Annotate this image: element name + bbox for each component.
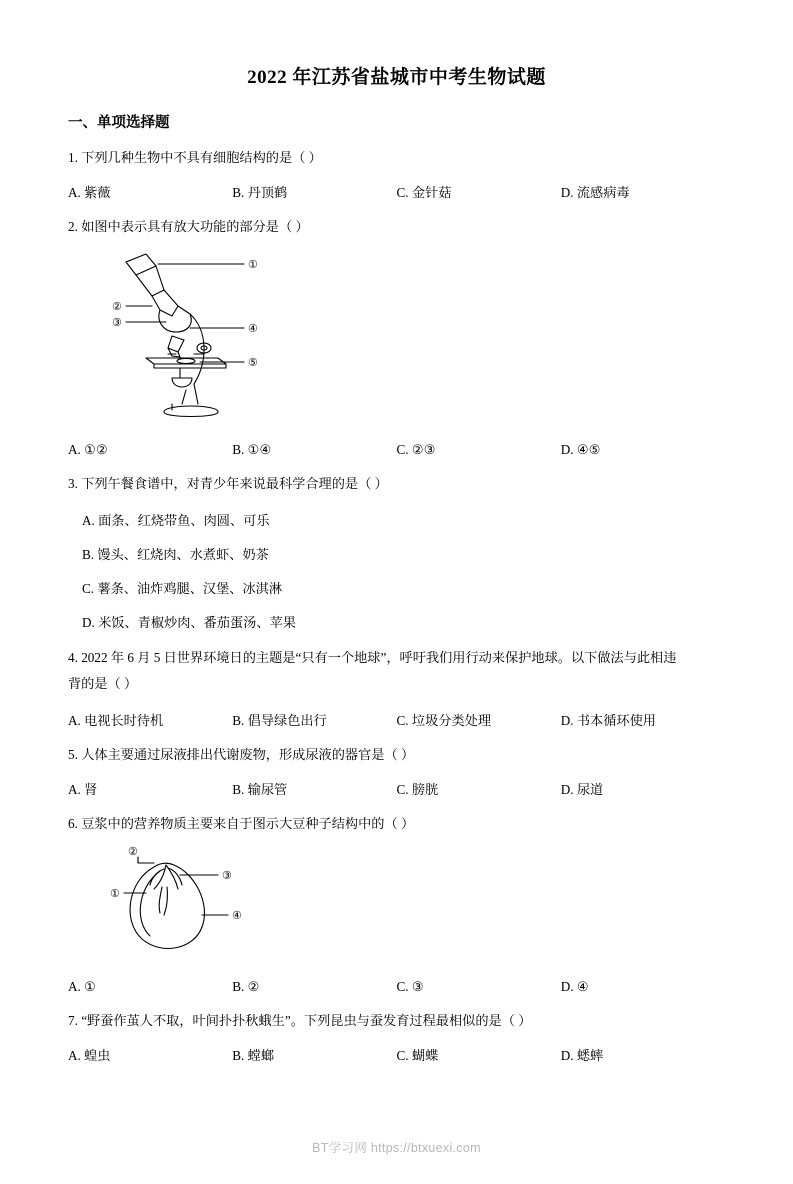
option-B[interactable]: B. 螳螂 xyxy=(232,1048,275,1064)
figure-label-5: ⑤ xyxy=(248,357,258,370)
option-D[interactable]: D. 米饭、青椒炒肉、番茄蛋汤、苹果 xyxy=(82,615,296,631)
figure-label-3: ③ xyxy=(112,317,122,330)
watermark: BT学习网 https://btxuexi.com xyxy=(312,1141,481,1155)
option-D[interactable]: D. 蟋蟀 xyxy=(560,1048,604,1064)
question-5-stem: 5. 人体主要通过尿液排出代谢废物，形成尿液的器官是（ ） xyxy=(68,746,415,762)
question-2-options xyxy=(68,442,725,458)
option-A[interactable]: A. 电视长时待机 xyxy=(68,712,164,728)
figure-label-3: ③ xyxy=(222,869,232,882)
question-4-stem-line2: 背的是（ ） xyxy=(68,676,138,692)
option-A[interactable]: A. 面条、红烧带鱼、肉圆、可乐 xyxy=(82,513,270,529)
option-A[interactable]: A. ①② xyxy=(68,442,108,458)
option-B[interactable]: B. 丹顶鹤 xyxy=(232,185,288,201)
soybean-seed-figure xyxy=(68,841,725,966)
question-1-stem: 1. 下列几种生物中不具有细胞结构的是（ ） xyxy=(68,150,322,165)
option-A[interactable]: A. 紫薇 xyxy=(68,185,111,201)
option-D[interactable]: D. ④⑤ xyxy=(560,442,601,458)
option-D[interactable]: D. ④ xyxy=(560,978,589,994)
figure-label-1: ① xyxy=(248,259,258,272)
option-D[interactable]: D. 书本循环使用 xyxy=(560,712,656,728)
question-7-options xyxy=(68,1045,725,1064)
option-B[interactable]: B. 馒头、红烧肉、水煮虾、奶茶 xyxy=(82,547,269,563)
option-A[interactable]: A. 蝗虫 xyxy=(68,1048,111,1064)
question-6-options xyxy=(68,979,725,995)
option-B[interactable]: B. ② xyxy=(232,978,260,994)
section-heading: 一、单项选择题 xyxy=(68,115,170,131)
figure-label-1: ① xyxy=(110,887,120,900)
microscope-figure xyxy=(68,244,725,429)
option-C[interactable]: C. 垃圾分类处理 xyxy=(396,712,492,728)
question-7-stem: 7. “野蚕作茧人不取，叶间扑扑秋蛾生”。下列昆虫与蚕发育过程最相似的是（ ） xyxy=(68,1012,532,1028)
document-page xyxy=(0,62,793,1184)
figure-label-2: ② xyxy=(112,301,122,314)
option-D[interactable]: D. 尿道 xyxy=(560,781,604,797)
question-2-stem: 2. 如图中表示具有放大功能的部分是（ ） xyxy=(68,219,309,235)
option-B[interactable]: B. 输尿管 xyxy=(232,781,288,797)
option-D[interactable]: D. 流感病毒 xyxy=(560,185,630,201)
figure-label-4: ④ xyxy=(232,909,242,922)
figure-label-4: ④ xyxy=(248,323,258,336)
option-C[interactable]: C. 蝴蝶 xyxy=(396,1048,439,1064)
question-4-options xyxy=(68,710,725,729)
question-3-options xyxy=(68,510,725,631)
option-C[interactable]: C. 金针菇 xyxy=(396,185,452,201)
question-3-stem: 3. 下列午餐食谱中，对青少年来说最科学合理的是（ ） xyxy=(68,476,388,492)
option-C[interactable]: C. 膀胱 xyxy=(396,781,439,797)
figure-label-2: ② xyxy=(128,845,138,858)
option-B[interactable]: B. 倡导绿色出行 xyxy=(232,712,327,728)
question-4-stem xyxy=(68,645,725,696)
option-C[interactable]: C. 薯条、油炸鸡腿、汉堡、冰淇淋 xyxy=(82,581,283,597)
question-6-stem: 6. 豆浆中的营养物质主要来自于图示大豆种子结构中的（ ） xyxy=(68,815,415,831)
question-1-options xyxy=(68,182,725,201)
question-5-options xyxy=(68,779,725,798)
page-title: 2022 年江苏省盐城市中考生物试题 xyxy=(247,67,546,88)
option-A[interactable]: A. 肾 xyxy=(68,781,98,797)
option-A[interactable]: A. ① xyxy=(68,978,96,994)
option-B[interactable]: B. ①④ xyxy=(232,442,272,458)
question-4-stem-line1: 4. 2022 年 6 月 5 日世界环境日的主题是“只有一个地球”，呼吁我们用行动来保护地球。以下做法与此相违 xyxy=(68,650,677,666)
option-C[interactable]: C. ②③ xyxy=(396,442,436,458)
option-C[interactable]: C. ③ xyxy=(396,978,424,994)
